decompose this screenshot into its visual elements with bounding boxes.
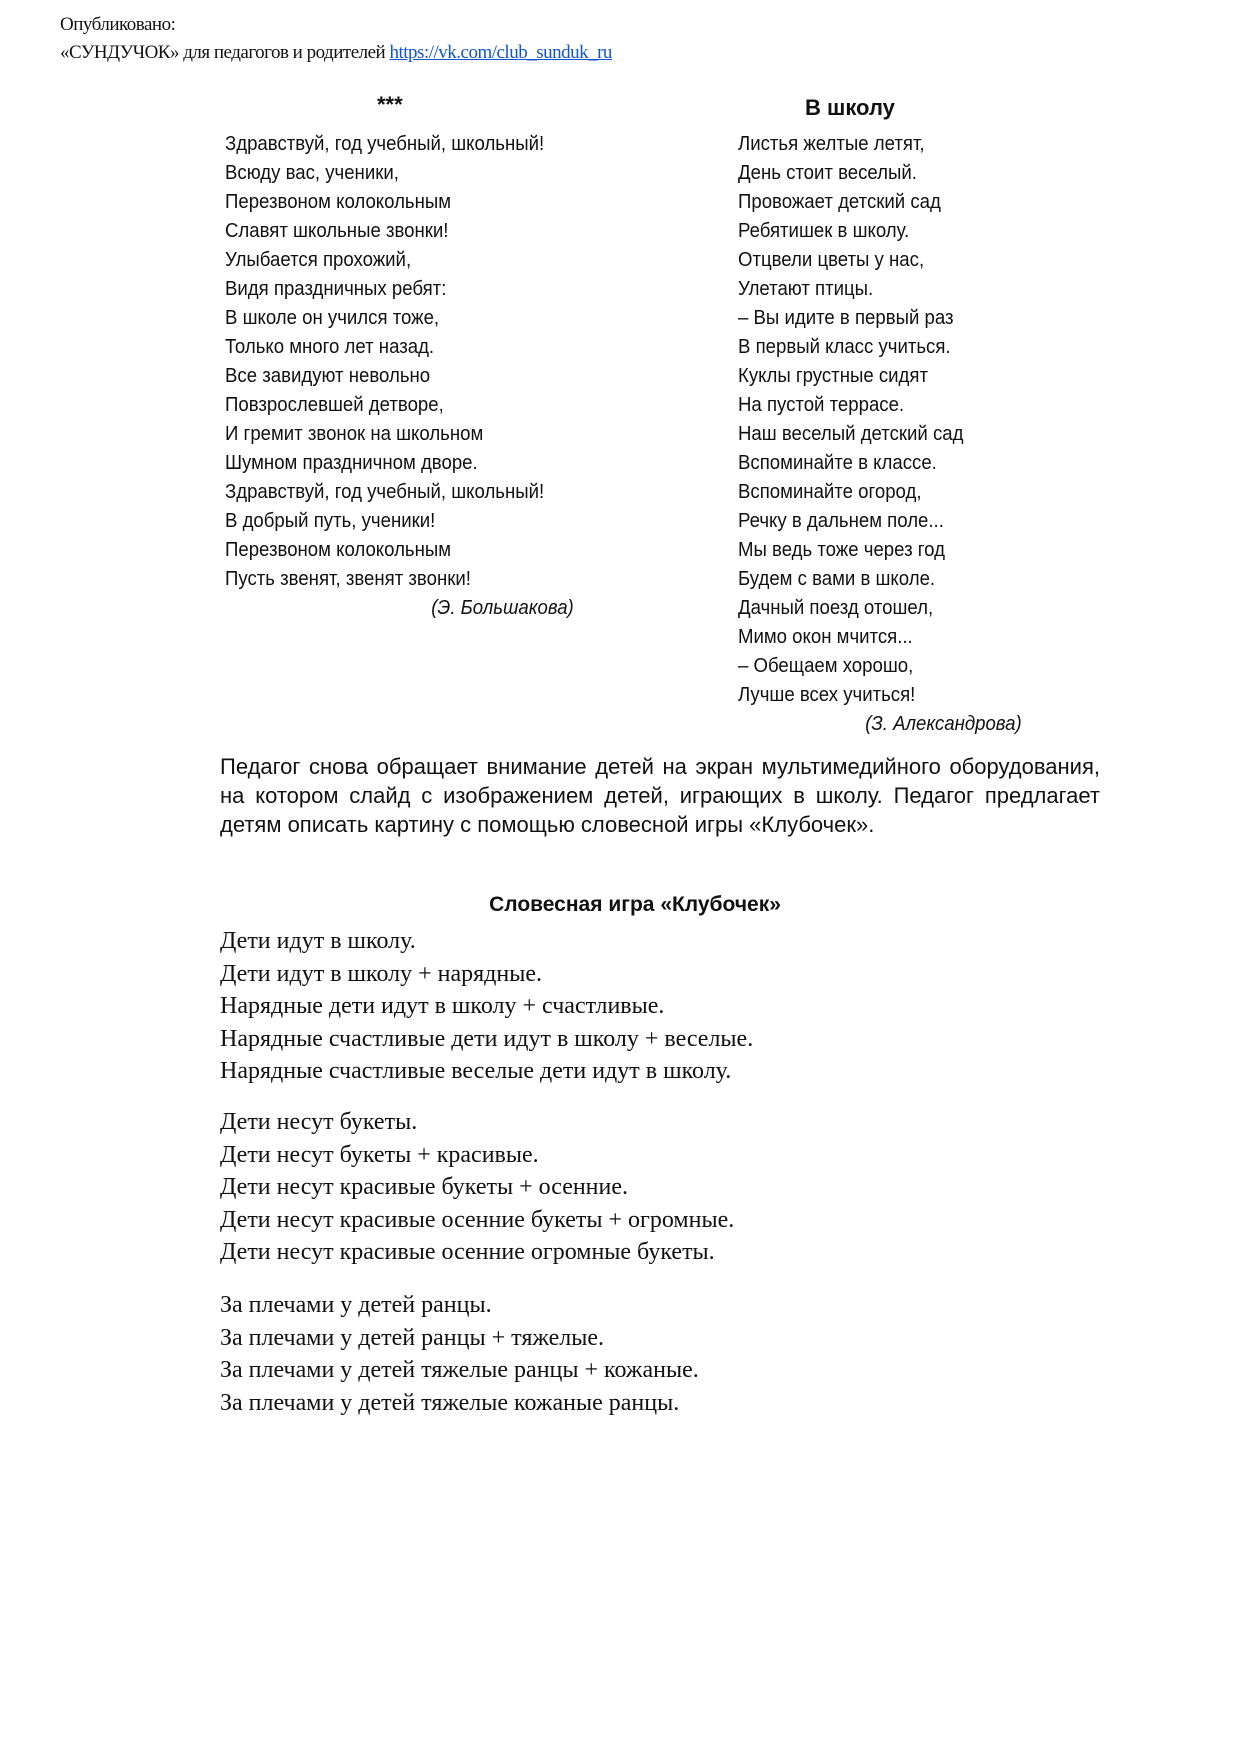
- poem2: [738, 130, 1022, 739]
- text-line: Дети идут в школу.: [220, 928, 416, 954]
- text-line: И гремит звонок на школьном: [225, 423, 484, 445]
- text-line: Перезвоном колокольным: [225, 539, 452, 561]
- game-group-1: [220, 925, 753, 1088]
- text-line: В добрый путь, ученики!: [225, 510, 436, 532]
- text-line: Нарядные дети идут в школу + счастливые.: [220, 993, 665, 1019]
- poem1: [225, 130, 574, 623]
- poem2-title: В школу: [805, 95, 895, 120]
- poem2-author: (З. Александрова): [865, 713, 1022, 735]
- game-title: Словесная игра «Клубочек»: [489, 893, 781, 916]
- text-line: Мы ведь тоже через год: [738, 539, 945, 561]
- source-text: «СУНДУЧОК» для педагогов и родителей: [60, 42, 386, 63]
- text-line: За плечами у детей тяжелые ранцы + кожаные.: [220, 1357, 699, 1383]
- source-line: [60, 42, 612, 64]
- published-label: Опубликовано:: [60, 14, 176, 35]
- text-line: Шумном праздничном дворе.: [225, 452, 478, 474]
- text-line: Повзрослевшей детворе,: [225, 394, 444, 416]
- text-line: Дети несут красивые осенние букеты + огромные.: [220, 1206, 735, 1233]
- text-line: В школе он учился тоже,: [225, 307, 440, 329]
- text-line: Улетают птицы.: [738, 278, 874, 300]
- text-line: – Обещаем хорошо,: [738, 655, 914, 677]
- text-line: Листья желтые летят,: [738, 133, 925, 155]
- text-line: – Вы идите в первый раз: [738, 307, 954, 329]
- poem1-author: (Э. Большакова): [431, 597, 574, 619]
- text-line: Наш веселый детский сад: [738, 423, 964, 445]
- text-line: Будем с вами в школе.: [738, 568, 936, 590]
- source-link[interactable]: https://vk.com/club_sunduk_ru: [389, 42, 612, 63]
- text-line: Дети несут красивые букеты + осенние.: [220, 1174, 629, 1200]
- text-line: День стоит веселый.: [738, 162, 917, 184]
- text-line: За плечами у детей ранцы.: [220, 1292, 492, 1318]
- text-line: Пусть звенят, звенят звонки!: [225, 568, 471, 590]
- text-line: Улыбается прохожий,: [225, 249, 412, 271]
- text-line: Нарядные счастливые веселые дети идут в школу.: [220, 1058, 732, 1084]
- text-line: Ребятишек в школу.: [738, 220, 910, 242]
- text-line: Перезвоном колокольным: [225, 191, 452, 213]
- text-line: Видя праздничных ребят:: [225, 278, 447, 300]
- text-line: Вспоминайте огород,: [738, 481, 922, 503]
- text-line: Провожает детский сад: [738, 191, 941, 213]
- text-line: Дети несут букеты.: [220, 1109, 418, 1135]
- text-line: Нарядные счастливые дети идут в школу + веселые.: [220, 1025, 754, 1052]
- text-line: Здравствуй, год учебный, школьный!: [225, 133, 545, 155]
- text-line: Только много лет назад.: [225, 336, 435, 358]
- text-line: Дети несут красивые осенние огромные букеты.: [220, 1239, 715, 1265]
- text-line: Отцвели цветы у нас,: [738, 249, 925, 271]
- text-line: В первый класс учиться.: [738, 336, 951, 358]
- poem1-title: ***: [377, 92, 403, 117]
- text-line: Куклы грустные сидят: [738, 365, 928, 387]
- text-line: Дети несут букеты + красивые.: [220, 1141, 539, 1168]
- text-line: Славят школьные звонки!: [225, 220, 449, 242]
- game-group-3: [220, 1289, 699, 1419]
- text-line: Вспоминайте в классе.: [738, 452, 937, 474]
- text-line: Лучше всех учиться!: [738, 684, 916, 706]
- text-line: Мимо окон мчится...: [738, 626, 913, 648]
- text-line: За плечами у детей ранцы + тяжелые.: [220, 1324, 605, 1351]
- text-line: Речку в дальнем поле...: [738, 510, 944, 532]
- text-line: Дачный поезд отошел,: [738, 597, 934, 619]
- text-line: За плечами у детей тяжелые кожаные ранцы.: [220, 1389, 680, 1416]
- text-line: Все завидуют невольно: [225, 365, 431, 387]
- paragraph: Педагог снова обращает внимание детей на экран мультимедийного оборудования, на котором слайд с изображением детей, играющих в школу. Педагог предлагает детям описать картину с помощью словесной игры «Клубочек».: [220, 754, 1100, 837]
- text-line: Здравствуй, год учебный, школьный!: [225, 481, 545, 503]
- text-line: Всюду вас, ученики,: [225, 162, 399, 184]
- game-group-2: [220, 1106, 734, 1269]
- text-line: На пустой террасе.: [738, 394, 905, 416]
- text-line: Дети идут в школу + нарядные.: [220, 960, 543, 987]
